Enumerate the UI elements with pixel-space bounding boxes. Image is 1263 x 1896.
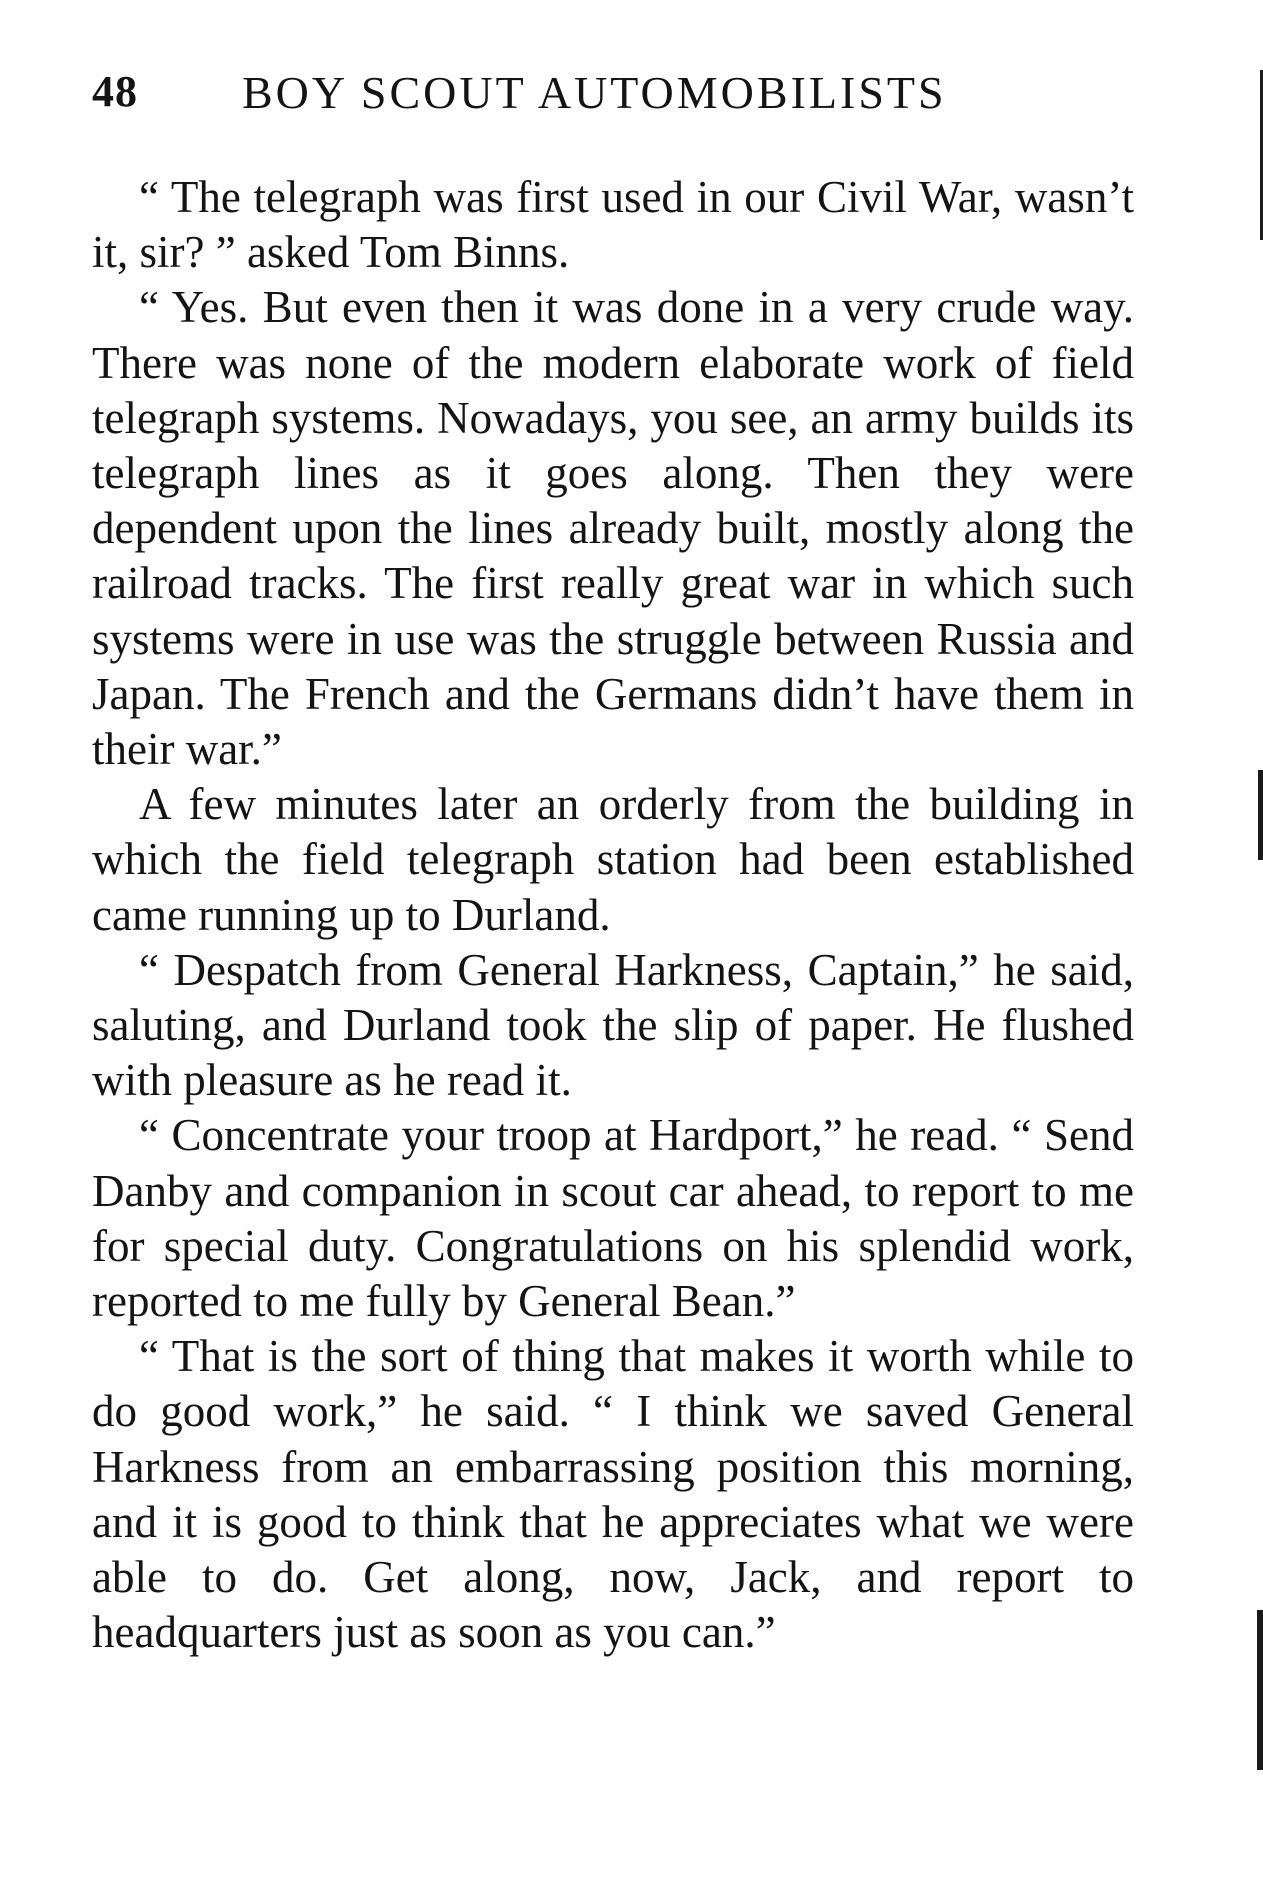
page-number: 48 — [92, 67, 138, 116]
paragraph-4: “ Despatch from General Harkness, Captain,” he said, saluting, and Durland took the slip of paper. He flushed with pleasure as he read it. — [92, 944, 1134, 1106]
paragraph-3: A few minutes later an orderly from the building in which the field telegraph station had been established came running up to Durland. — [92, 779, 1134, 940]
page-body — [92, 170, 1134, 1660]
paragraph-5: “ Concentrate your troop at Hardport,” he read. “ Send Danby and companion in scout car ahead, to report to me for special duty. Congratulations on his splendid work, reported to me fully by General Bean.” — [92, 1110, 1134, 1327]
running-title: BOY SCOUT AUTOMOBILISTS — [242, 67, 947, 118]
page-edge-mark-middle — [1258, 770, 1263, 860]
paragraph-1: “ The telegraph was first used in our Civil War, wasn’t it, sir? ” asked Tom Binns. — [92, 172, 1134, 278]
paragraph-2: “ Yes. But even then it was done in a very crude way. There was none of the modern elaborate work of field telegraph systems. Nowadays, you see, an army builds its telegraph lines as it goes along. Then they were dependent upon the lines already built, mostly along the railroad tracks. The first really great war in which such systems were in use was the struggle between Russia and Japan. The French and the Germans didn’t have them in their war.” — [92, 282, 1134, 775]
page-header — [92, 66, 1142, 122]
page-edge-mark-bottom — [1257, 1610, 1263, 1770]
paragraph-6: “ That is the sort of thing that makes it worth while to do good work,” he said. “ I think we saved General Harkness from an embarrassing position this morning, and it is good to think that he appreciates what we were able to do. Get along, now, Jack, and report to headquarters just as soon as you can.” — [92, 1331, 1134, 1658]
